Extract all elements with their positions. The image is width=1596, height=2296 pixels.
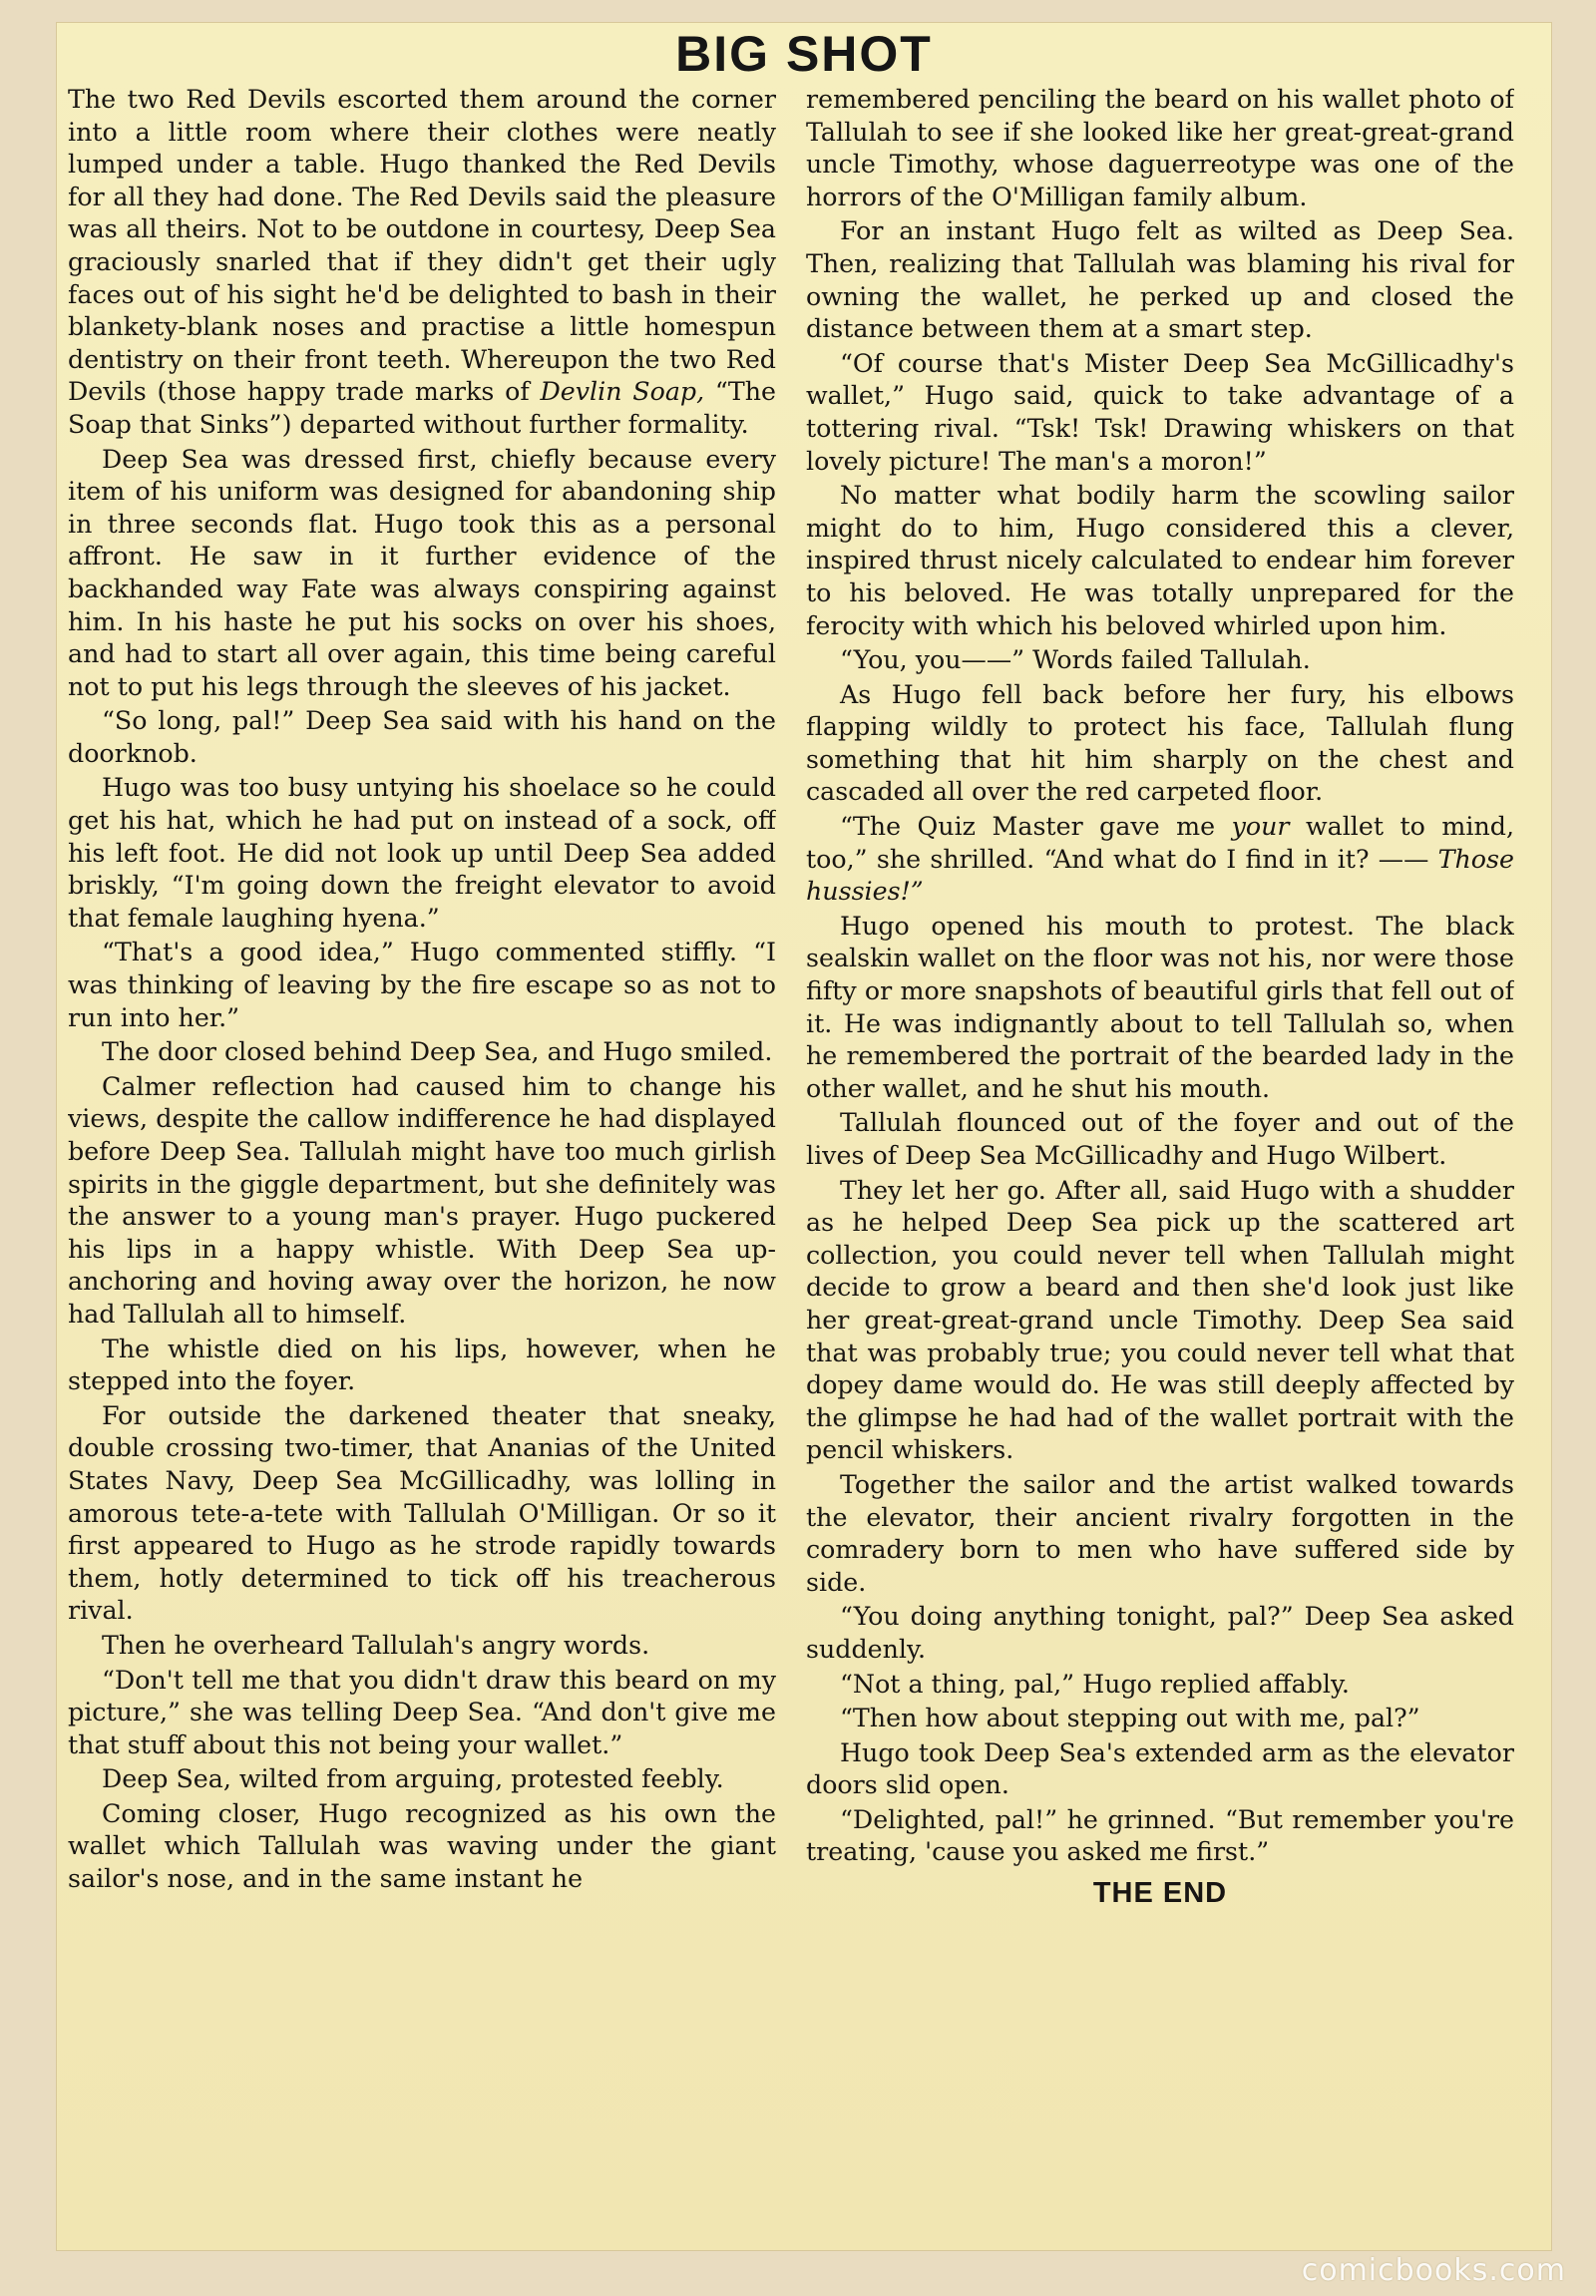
paragraph: “Don't tell me that you didn't draw this beard on my picture,” she was telling Deep Sea. “And don't give me that stuff about this not being your wallet.” (68, 1665, 776, 1759)
paragraph: Tallulah flounced out of the foyer and out of the lives of Deep Sea McGillicadhy and Hugo Wilbert. (806, 1108, 1514, 1170)
paragraph: Hugo took Deep Sea's extended arm as the elevator doors slid open. (806, 1737, 1514, 1800)
paragraph: “Not a thing, pal,” Hugo replied affably. (840, 1669, 1350, 1699)
paragraph: Hugo was too busy untying his shoelace so he could get his hat, which he had put on instead of a sock, off his left foot. He did not look up until Deep Sea added briskly, “I'm going down the freight elevator to avoid that female laughing hyena.” (68, 773, 776, 933)
right-column (806, 84, 1514, 2198)
paragraph: remembered penciling the beard on his wallet photo of Tallulah to see if she looked like her great-great-grand uncle Timothy, whose daguerreotype was one of the horrors of the O'Milligan family album. (806, 85, 1514, 211)
paragraph: “Of course that's Mister Deep Sea McGillicadhy's wallet,” Hugo said, quick to take advantage of a tottering rival. “Tsk! Tsk! Drawing whiskers on that lovely picture! The man's a moron!” (806, 348, 1514, 476)
paragraph: “You doing anything tonight, pal?” Deep Sea asked suddenly. (806, 1602, 1514, 1664)
paragraph: “That's a good idea,” Hugo commented stiffly. “I was thinking of leaving by the fire escape so as not to run into her.” (68, 938, 776, 1032)
paragraph: “Then how about stepping out with me, pal?” (840, 1704, 1420, 1733)
paragraph: The door closed behind Deep Sea, and Hugo smiled. (102, 1037, 773, 1067)
page-title: BIG SHOT (675, 26, 933, 82)
paragraph: The whistle died on his lips, however, when he stepped into the foyer. (68, 1334, 776, 1396)
paragraph: “You, you——” Words failed Tallulah. (840, 645, 1311, 675)
the-end-caption: THE END (1092, 1877, 1228, 1910)
watermark: comicbooks.com (1301, 2253, 1566, 2288)
paragraph: “The Quiz Master gave me your wallet to mind, too,” she shrilled. “And what do I find in it? —— Those hussies!” (806, 812, 1514, 907)
paragraph: Then he overheard Tallulah's angry words. (102, 1630, 650, 1660)
story-page (56, 22, 1552, 2251)
paragraph: Hugo opened his mouth to protest. The black sealskin wallet on the floor was not his, nor were those fifty or more snapshots of beautiful girls that fell out of it. He was indignantly about to tell Tallulah so, when he remembered the portrait of the bearded lady in the other wallet, and he shut his mouth. (806, 911, 1514, 1103)
paragraph: For an instant Hugo felt as wilted as Deep Sea. Then, realizing that Tallulah was blaming his rival for owning the wallet, he perked up and closed the distance between them at a smart step. (806, 216, 1514, 344)
paragraph: Deep Sea was dressed first, chiefly because every item of his uniform was designed for abandoning ship in three seconds flat. Hugo took this as a personal affront. He saw in it further evidence of the backhanded way Fate was always conspiring against him. In his haste he put his socks on over his shoes, and had to start all over again, this time being careful not to put his legs through the sleeves of his jacket. (68, 444, 776, 701)
paragraph: “So long, pal!” Deep Sea said with his hand on the doorknob. (68, 706, 776, 768)
paragraph: Coming closer, Hugo recognized as his own the wallet which Tallulah was waving under the giant sailor's nose, and in the same instant he (68, 1798, 776, 1894)
left-column (68, 84, 776, 2198)
paragraph: “Delighted, pal!” he grinned. “But remember you're treating, 'cause you asked me first.” (806, 1804, 1514, 1867)
paragraph: The two Red Devils escorted them around the corner into a little room where their clothes were neatly lumped under a table. Hugo thanked the Red Devils for all they had done. The Red Devils said the pleasure was all theirs. Not to be outdone in courtesy, Deep Sea graciously snarled that if they didn't get their ugly faces out of his sight he'd be delighted to bash in their blankety-blank noses and practise a little homespun dentistry on their front teeth. Whereupon the two Red Devils (those happy trade marks of Devlin Soap, “The Soap that Sinks”) departed without further formality. (68, 85, 776, 439)
paragraph: Deep Sea, wilted from arguing, protested feebly. (102, 1764, 724, 1794)
paragraph: Together the sailor and the artist walked towards the elevator, their ancient rivalry forgotten in the comradery born to men who have suffered side by side. (806, 1469, 1514, 1597)
paragraph: They let her go. After all, said Hugo with a shudder as he helped Deep Sea pick up the scattered art collection, you could never tell when Tallulah might decide to grow a beard and then she'd look just like her great-great-grand uncle Timothy. Deep Sea said that was probably true; you could never tell what that dopey dame would do. He was still deeply affected by the glimpse he had had of the wallet portrait with the pencil whiskers. (806, 1175, 1514, 1465)
paragraph: For outside the darkened theater that sneaky, double crossing two-timer, that Ananias of the United States Navy, Deep Sea McGillicadhy, was lolling in amorous tete-a-tete with Tallulah O'Milligan. Or so it first appeared to Hugo as he strode rapidly towards them, hotly determined to tick off his treacherous rival. (68, 1400, 776, 1626)
paragraph: Calmer reflection had caused him to change his views, despite the callow indifference he had displayed before Deep Sea. Tallulah might have too much girlish spirits in the giggle department, but she definitely was the answer to a young man's prayer. Hugo puckered his lips in a happy whistle. With Deep Sea up-anchoring and hoving away over the horizon, he now had Tallulah all to himself. (68, 1071, 776, 1329)
paragraph: No matter what bodily harm the scowling sailor might do to him, Hugo considered this a clever, inspired thrust nicely calculated to endear him forever to his beloved. He was totally unprepared for the ferocity with which his beloved whirled upon him. (806, 481, 1514, 640)
paragraph: As Hugo fell back before her fury, his elbows flapping wildly to protect his face, Tallulah flung something that hit him sharply on the chest and cascaded all over the red carpeted floor. (806, 679, 1514, 807)
